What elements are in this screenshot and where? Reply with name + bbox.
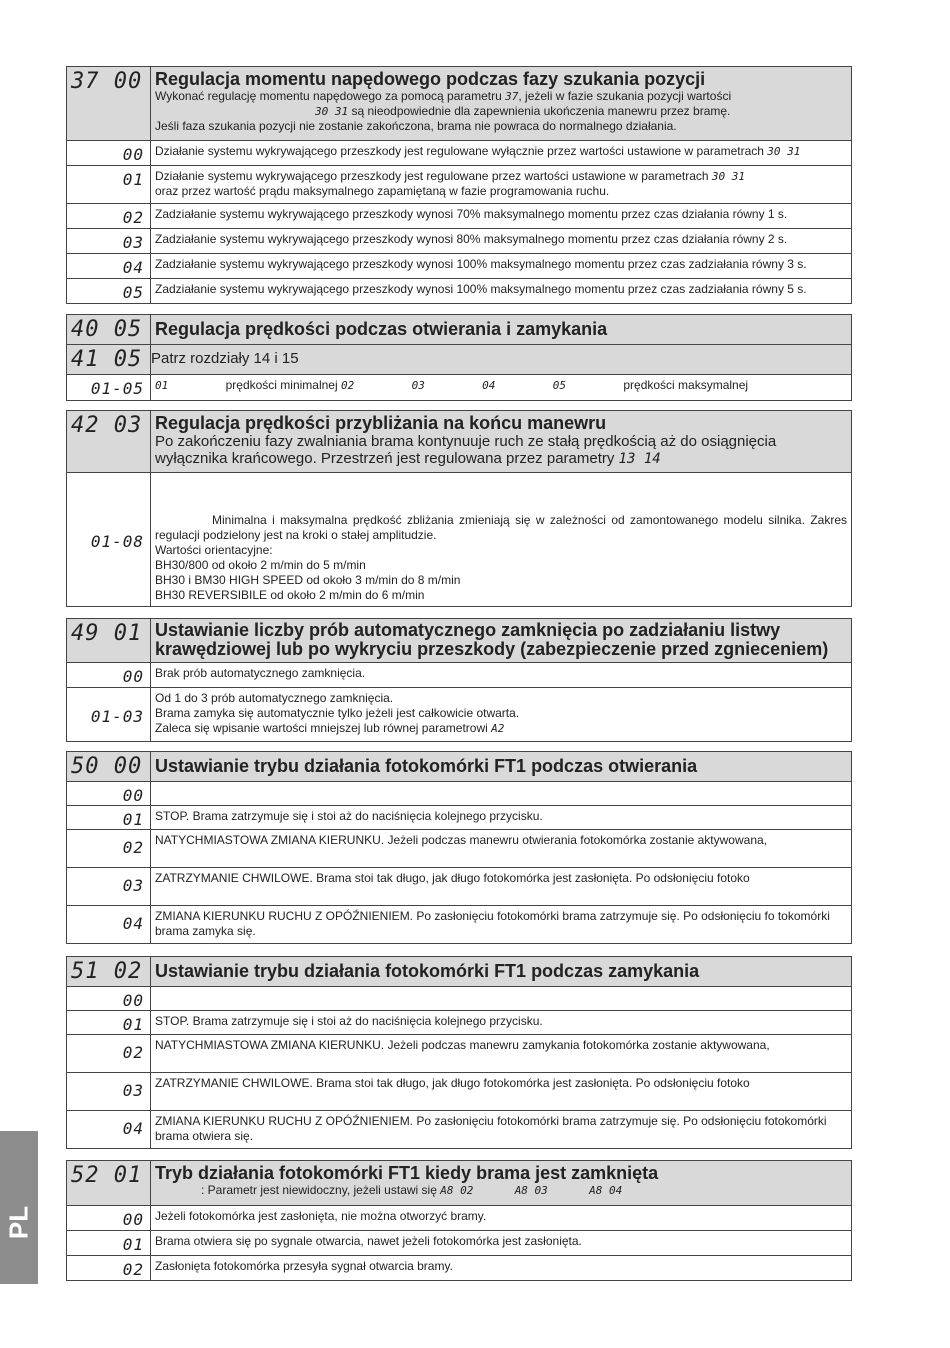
value-code: 03 (67, 229, 151, 254)
section-52 (66, 1160, 852, 1281)
value-description: Zadziałanie systemu wykrywającego przeszkody wynosi 100% maksymalnego momentu przez czas zadziałania równy 3 s. (151, 254, 852, 279)
value-description: STOP. Brama zatrzymuje się i stoi aż do naciśnięcia kolejnego przycisku. (151, 1011, 852, 1035)
param-code: 51 02 (67, 957, 151, 987)
value-description: Minimalna i maksymalna prędkość zbliżania zmieniają się w zależności od zamontowanego modelu silnika. Zakres regulacji podzielony jest na kroki o stałej amplitudzie. Wartości orientacyjne: BH30/800 od około 2 m/min do 5 m/min BH30 i BM30 HIGH SPEED od około 3 m/min do 8 m/min BH30 REVERSIBILE od około 2 m/min do 6 m/min (151, 473, 852, 607)
section-49 (66, 618, 852, 742)
value-code: 00 (67, 1206, 151, 1231)
value-code: 01 (67, 1231, 151, 1256)
value-description: Zadziałanie systemu wykrywającego przeszkody wynosi 80% maksymalnego momentu przez czas działania równy 2 s. (151, 229, 852, 254)
section-title: Tryb działania fotokomórki FT1 kiedy brama jest zamknięta (155, 1163, 659, 1183)
value-code: 01 (67, 806, 151, 830)
value-description: Działanie systemu wykrywającego przeszkody jest regulowane przez wartości ustawione w parametrach 30 31 oraz przez wartość prądu maksymalnego zapamiętaną w fazie programowania ruchu. (151, 166, 852, 204)
value-code: 01 (67, 1011, 151, 1035)
value-code: 05 (67, 279, 151, 304)
value-code: 01-05 (67, 375, 151, 401)
value-code: 01-08 (67, 473, 151, 607)
value-description: Zasłonięta fotokomórka przesyła sygnał otwarcia bramy. (151, 1256, 852, 1281)
value-code: 02 (67, 1035, 151, 1073)
value-description: Brak prób automatycznego zamknięcia. (151, 663, 852, 688)
value-description: Działanie systemu wykrywającego przeszkody jest regulowane wyłącznie przez wartości ustawione w parametrach 30 31 (151, 141, 852, 166)
section-40 (66, 314, 852, 401)
value-code: 02 (67, 204, 151, 229)
param-code: 40 05 (67, 315, 151, 345)
value-description: Jeżeli fotokomórka jest zasłonięta, nie można otworzyć bramy. (151, 1206, 852, 1231)
value-code: 02 (67, 830, 151, 868)
value-code: 00 (67, 663, 151, 688)
value-description: 01 prędkości minimalnej 02 03 04 05 prędkości maksymalnej (151, 375, 852, 401)
value-description (151, 782, 852, 806)
section-title: Ustawianie trybu działania fotokomórki FT1 podczas otwierania (151, 752, 852, 782)
section-51 (66, 956, 852, 1149)
param-code: 49 01 (67, 619, 151, 663)
value-code: 01-03 (67, 688, 151, 742)
section-42 (66, 410, 852, 607)
value-code: 04 (67, 1111, 151, 1149)
section-description: : Parametr jest niewidoczny, jeżeli ustawi się A8 02 A8 03 A8 04 (201, 1183, 623, 1197)
value-description: ZMIANA KIERUNKU RUCHU Z OPÓŹNIENIEM. Po zasłonięciu fotokomórki brama zatrzymuje się. Po odsłonięciu fo tokomórki brama zamyka się. (151, 906, 852, 944)
value-description: Brama otwiera się po sygnale otwarcia, nawet jeżeli fotokomórka jest zasłonięta. (151, 1231, 852, 1256)
value-description: Zadziałanie systemu wykrywającego przeszkody wynosi 70% maksymalnego momentu przez czas działania równy 1 s. (151, 204, 852, 229)
value-description: ZATRZYMANIE CHWILOWE. Brama stoi tak długo, jak długo fotokomórka jest zasłonięta. Po odsłonięciu fotoko (151, 868, 852, 906)
value-description: Od 1 do 3 prób automatycznego zamknięcia. Brama zamyka się automatycznie tylko jeżeli jest całkowicie otwarta. Zaleca się wpisanie wartości mniejszej lub równej parametrowi A2 (151, 688, 852, 742)
value-description (151, 987, 852, 1011)
value-description: Zadziałanie systemu wykrywającego przeszkody wynosi 100% maksymalnego momentu przez czas zadziałania równy 5 s. (151, 279, 852, 304)
value-code: 04 (67, 906, 151, 944)
value-code: 01 (67, 166, 151, 204)
language-tab-label: PL (3, 1205, 34, 1240)
value-code: 04 (67, 254, 151, 279)
section-title: Regulacja momentu napędowego podczas fazy szukania pozycji (155, 69, 706, 89)
value-code: 00 (67, 141, 151, 166)
value-code: 02 (67, 1256, 151, 1281)
value-code: 00 (67, 782, 151, 806)
param-code: 52 01 (67, 1161, 151, 1206)
section-50 (66, 751, 852, 944)
section-description: Patrz rozdziały 14 i 15 (151, 345, 852, 375)
section-title: Regulacja prędkości przybliżania na końcu manewru (155, 413, 607, 433)
value-code: 00 (67, 987, 151, 1011)
value-description: STOP. Brama zatrzymuje się i stoi aż do naciśnięcia kolejnego przycisku. (151, 806, 852, 830)
value-description: ZMIANA KIERUNKU RUCHU Z OPÓŹNIENIEM. Po zasłonięciu fotokomórki brama zatrzymuje się. Po odsłonięciu fotokomórki brama otwiera się. (151, 1111, 852, 1149)
param-code: 50 00 (67, 752, 151, 782)
param-code: 42 03 (67, 411, 151, 473)
value-description: NATYCHMIASTOWA ZMIANA KIERUNKU. Jeżeli podczas manewru zamykania fotokomórka zostanie aktywowana, (151, 1035, 852, 1073)
param-code: 41 05 (67, 345, 151, 375)
section-description: Wykonać regulację momentu napędowego za pomocą parametru 37, jeżeli w fazie szukania pozycji wartości 30 31 są nieodpowiednie dla zapewnienia ukończenia manewru przez bramę. Jeśli faza szukania pozycji nie zostanie zakończona, brama nie powraca do normalnego działania. (155, 89, 732, 133)
section-description: Po zakończeniu fazy zwalniania brama kontynuuje ruch ze stałą prędkością aż do osiągnięcia wyłącznika krańcowego. Przestrzeń jest regulowana przez parametry 13 14 (155, 433, 777, 467)
section-title: Regulacja prędkości podczas otwierania i zamykania (151, 315, 852, 345)
value-description: ZATRZYMANIE CHWILOWE. Brama stoi tak długo, jak długo fotokomórka jest zasłonięta. Po odsłonięciu fotoko (151, 1073, 852, 1111)
value-code: 03 (67, 868, 151, 906)
value-code: 03 (67, 1073, 151, 1111)
value-description: NATYCHMIASTOWA ZMIANA KIERUNKU. Jeżeli podczas manewru otwierania fotokomórka zostanie aktywowana, (151, 830, 852, 868)
param-code: 37 00 (67, 67, 151, 141)
section-title: Ustawianie liczby prób automatycznego zamknięcia po zadziałaniu listwy krawędziowej lub po wykryciu przeszkody (zabezpieczenie przed zgnieceniem) (151, 619, 852, 663)
section-title: Ustawianie trybu działania fotokomórki FT1 podczas zamykania (151, 957, 852, 987)
language-tab (0, 1131, 38, 1284)
section-37 (66, 66, 852, 304)
